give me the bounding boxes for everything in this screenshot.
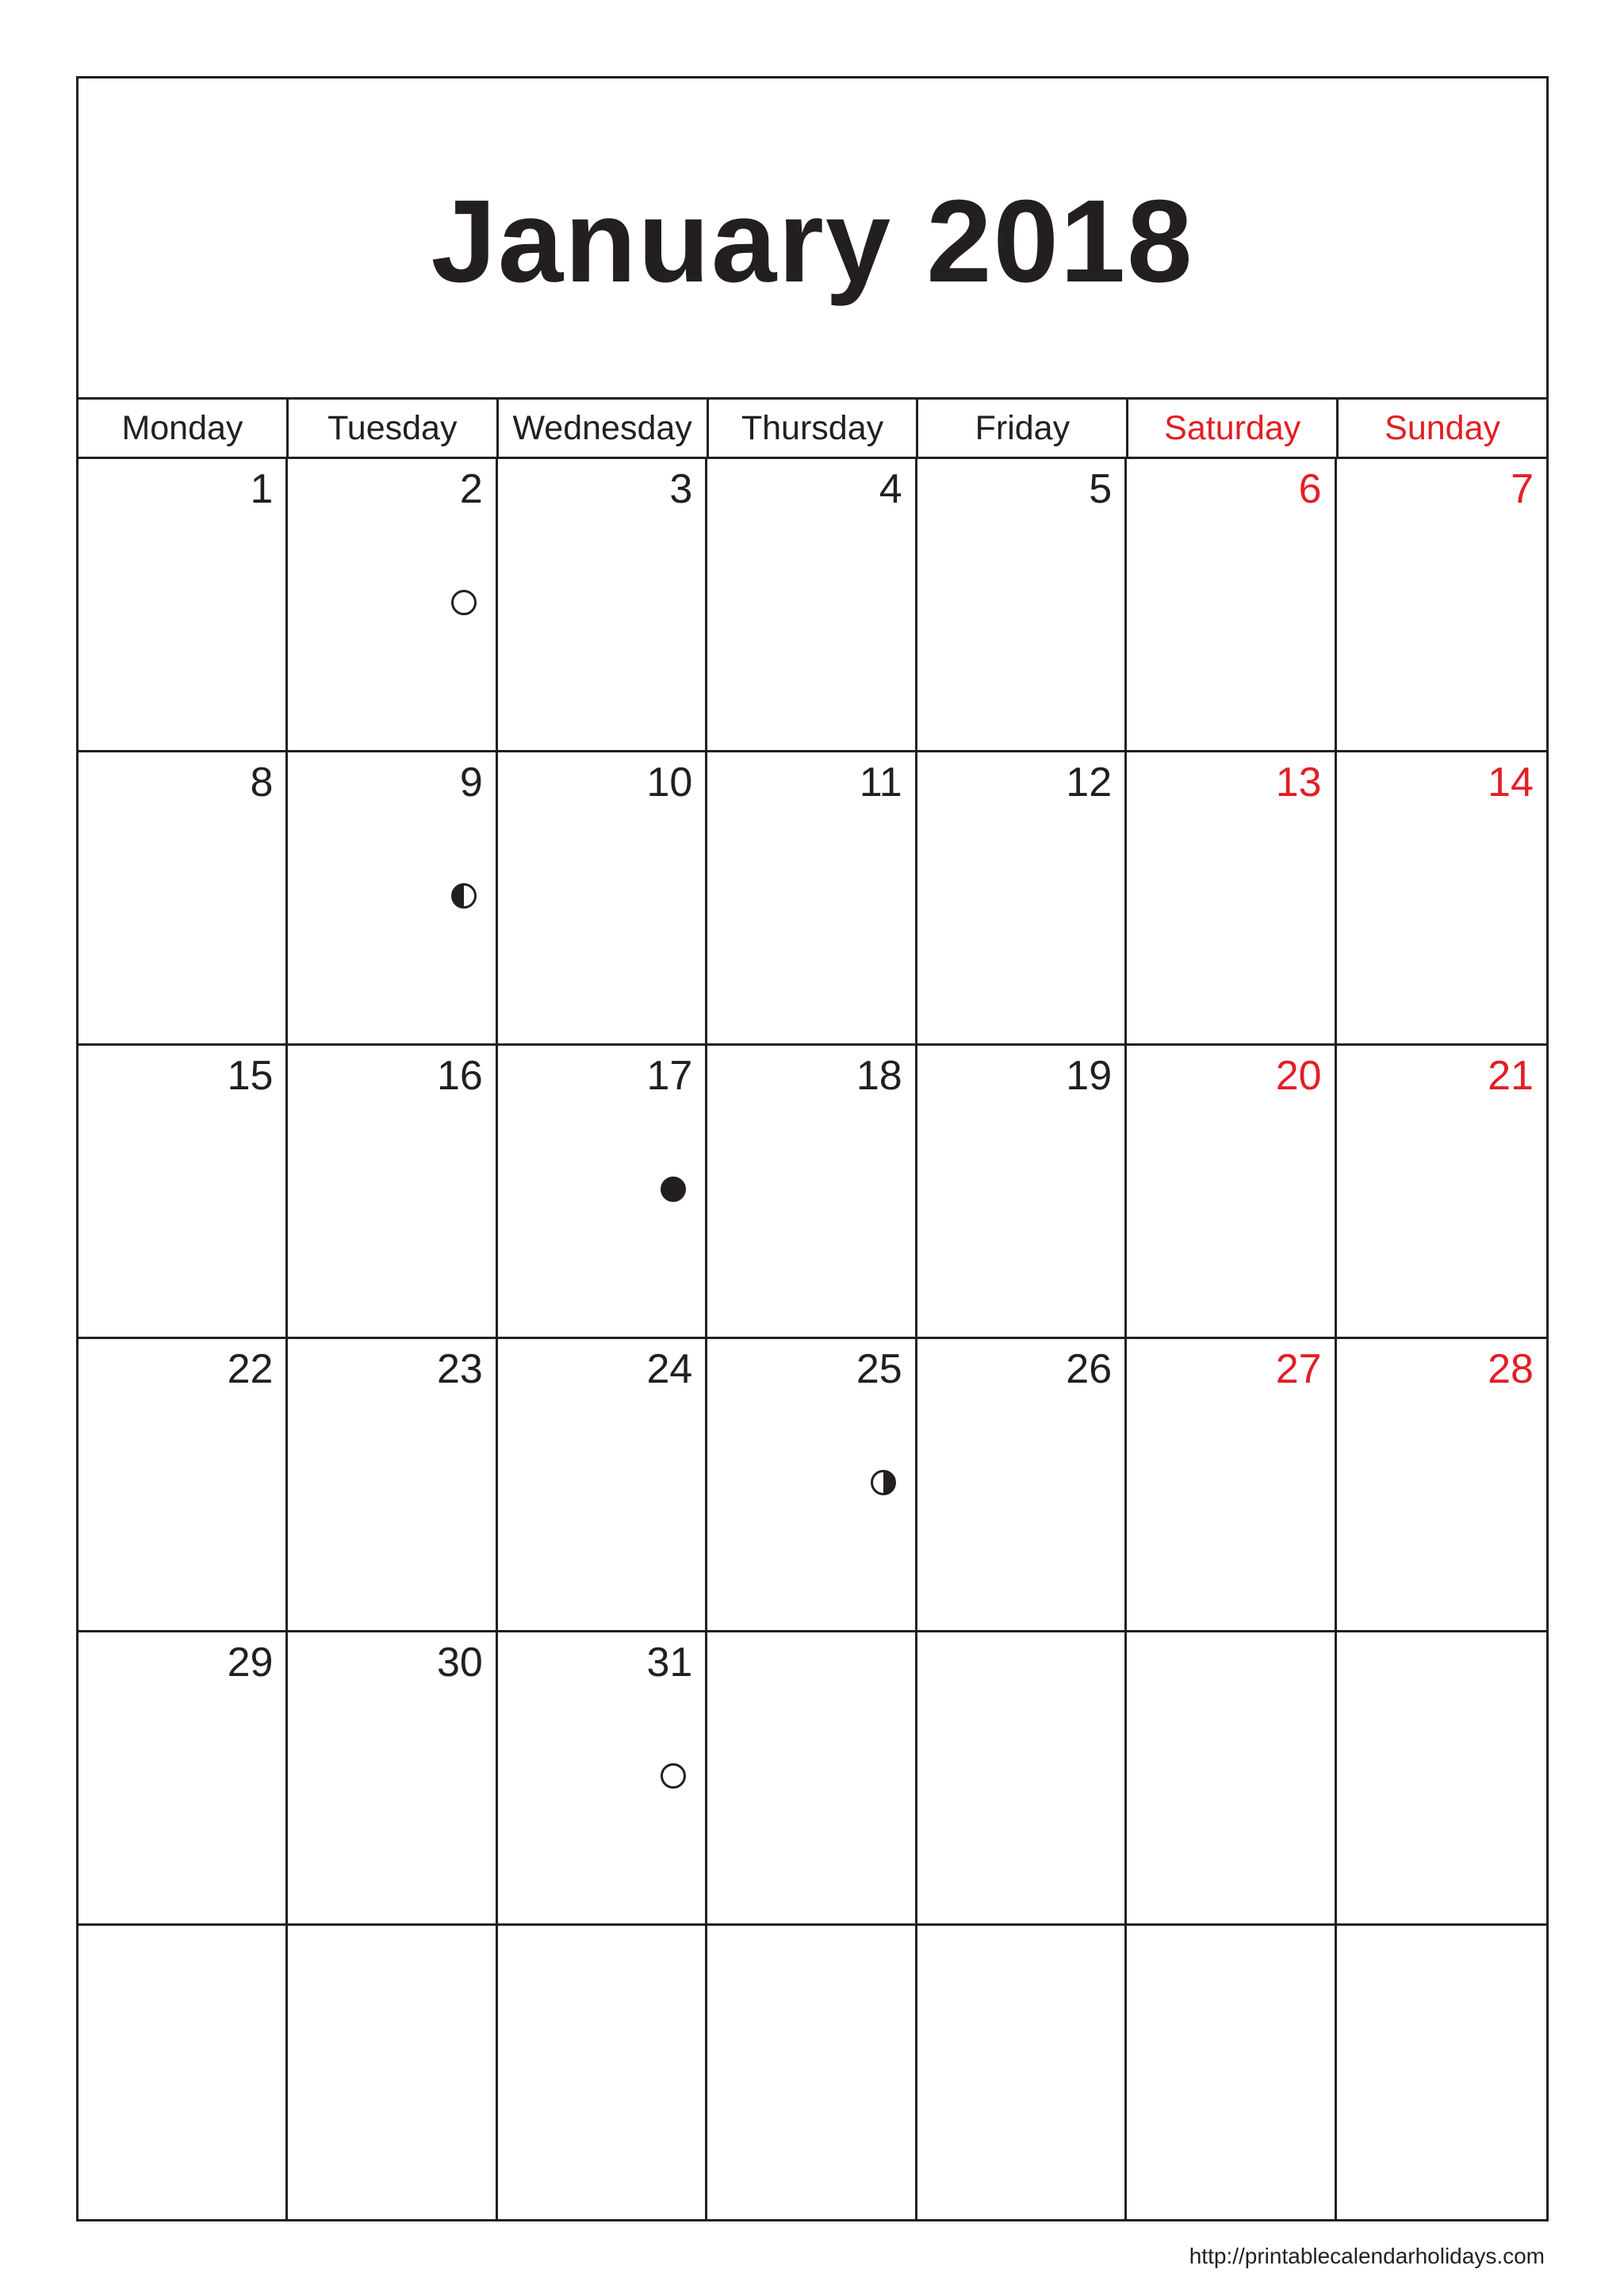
day-cell xyxy=(79,1926,288,2219)
day-number: 26 xyxy=(1066,1346,1113,1392)
day-cell xyxy=(288,459,497,752)
day-cell xyxy=(79,1046,288,1339)
day-cell xyxy=(79,1632,288,1926)
day-number: 27 xyxy=(1275,1346,1322,1392)
weekday-tuesday: Tuesday xyxy=(289,400,499,457)
day-cell xyxy=(79,752,288,1046)
day-number: 28 xyxy=(1488,1346,1534,1392)
day-cell xyxy=(498,1926,707,2219)
day-cell xyxy=(288,1339,497,1632)
day-number: 10 xyxy=(646,760,693,806)
day-cell xyxy=(498,1339,707,1632)
day-number: 7 xyxy=(1511,466,1534,512)
day-number: 1 xyxy=(250,466,274,512)
calendar xyxy=(76,76,1549,2221)
day-number: 29 xyxy=(227,1640,274,1686)
day-number: 20 xyxy=(1275,1053,1322,1099)
day-cell xyxy=(917,1632,1127,1926)
day-cell xyxy=(707,1339,917,1632)
day-number: 17 xyxy=(646,1053,693,1099)
day-cell xyxy=(1337,1632,1546,1926)
weekday-wednesday: Wednesday xyxy=(499,400,709,457)
day-number: 5 xyxy=(1089,466,1113,512)
day-cell xyxy=(1127,459,1336,752)
day-cell xyxy=(1127,1926,1336,2219)
day-cell xyxy=(917,1926,1127,2219)
day-number: 14 xyxy=(1488,760,1534,806)
day-cell xyxy=(707,1926,917,2219)
weekday-monday: Monday xyxy=(79,400,289,457)
day-number: 19 xyxy=(1066,1053,1113,1099)
last-quarter-moon-icon xyxy=(451,883,477,909)
day-number: 9 xyxy=(459,760,483,806)
day-number: 13 xyxy=(1275,760,1322,806)
day-cell xyxy=(1337,1046,1546,1339)
day-cell xyxy=(79,459,288,752)
day-cell xyxy=(498,752,707,1046)
day-cell xyxy=(498,1632,707,1926)
full-moon-icon xyxy=(661,1763,686,1789)
day-number: 23 xyxy=(437,1346,483,1392)
day-number: 12 xyxy=(1066,760,1113,806)
day-number: 15 xyxy=(227,1053,274,1099)
day-cell xyxy=(707,1046,917,1339)
day-number: 8 xyxy=(250,760,274,806)
day-cell xyxy=(707,459,917,752)
day-cell xyxy=(917,1046,1127,1339)
day-cell xyxy=(1127,1046,1336,1339)
footer-url: http://printablecalendarholidays.com xyxy=(1189,2244,1545,2268)
day-cell xyxy=(1127,1632,1336,1926)
calendar-header xyxy=(79,78,1546,400)
day-number: 16 xyxy=(437,1053,483,1099)
full-moon-icon xyxy=(451,590,477,615)
day-number: 21 xyxy=(1488,1053,1534,1099)
day-number: 30 xyxy=(437,1640,483,1686)
day-cell xyxy=(288,752,497,1046)
day-cell xyxy=(1337,1339,1546,1632)
weekday-header-row xyxy=(79,400,1546,459)
day-cell xyxy=(288,1926,497,2219)
day-cell xyxy=(288,1046,497,1339)
weekday-sunday: Sunday xyxy=(1385,408,1500,447)
weekday-saturday: Saturday xyxy=(1128,400,1339,457)
calendar-grid xyxy=(79,459,1546,2219)
day-cell xyxy=(1337,1926,1546,2219)
day-number: 24 xyxy=(646,1346,693,1392)
weekday-friday: Friday xyxy=(918,400,1128,457)
day-cell xyxy=(707,1632,917,1926)
day-cell xyxy=(707,752,917,1046)
day-cell xyxy=(1127,752,1336,1046)
day-cell xyxy=(288,1632,497,1926)
day-number: 31 xyxy=(646,1640,693,1686)
day-number: 11 xyxy=(859,760,902,806)
day-cell xyxy=(79,1339,288,1632)
day-number: 6 xyxy=(1298,466,1322,512)
day-number: 3 xyxy=(669,466,693,512)
calendar-title: January 2018 xyxy=(431,176,1194,307)
day-cell xyxy=(1337,459,1546,752)
weekday-thursday: Thursday xyxy=(709,400,919,457)
day-cell xyxy=(498,459,707,752)
day-number: 18 xyxy=(856,1053,902,1099)
new-moon-icon xyxy=(661,1177,686,1202)
day-number: 2 xyxy=(459,466,483,512)
day-cell xyxy=(1127,1339,1336,1632)
day-cell xyxy=(917,1339,1127,1632)
day-cell xyxy=(917,752,1127,1046)
day-cell xyxy=(917,459,1127,752)
first-quarter-moon-icon xyxy=(871,1470,896,1495)
day-cell xyxy=(1337,752,1546,1046)
day-number: 25 xyxy=(856,1346,902,1392)
day-number: 22 xyxy=(227,1346,274,1392)
day-cell xyxy=(498,1046,707,1339)
day-number: 4 xyxy=(879,466,902,512)
